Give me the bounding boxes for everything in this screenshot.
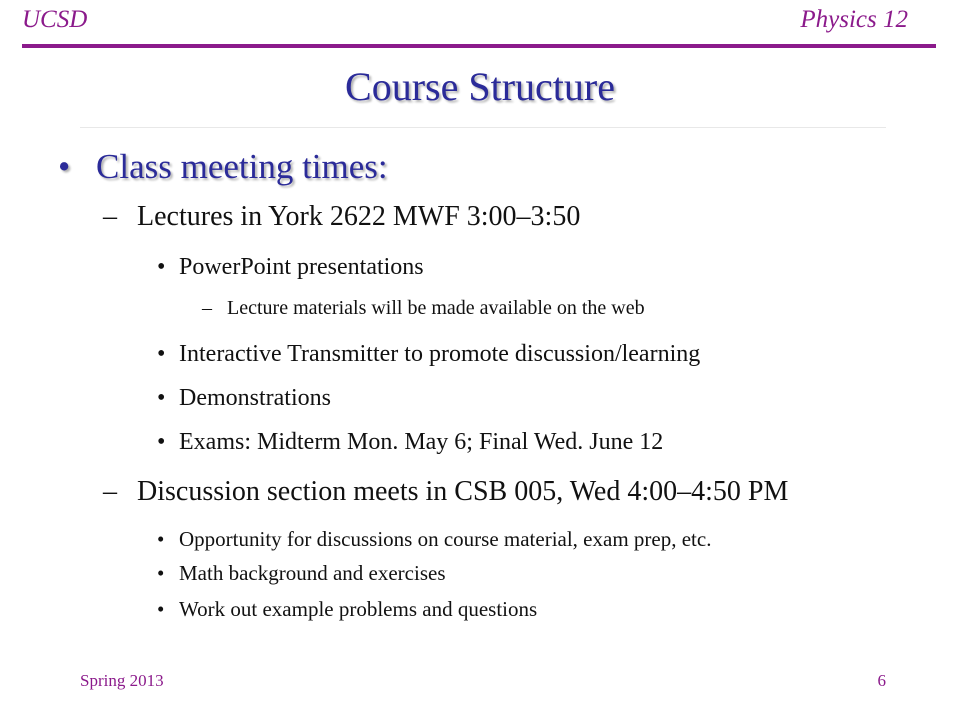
- bullet-marker: •: [58, 147, 71, 186]
- examples-text: Work out example problems and questions: [179, 597, 538, 621]
- lectures-item: [103, 201, 580, 233]
- main-bullet-text: Class meeting times:: [96, 147, 388, 186]
- demonstrations-item: [157, 385, 331, 412]
- bullet-marker: •: [157, 385, 166, 411]
- page-number: 6: [877, 671, 886, 690]
- dash-marker: –: [103, 201, 117, 232]
- dash-marker: –: [202, 297, 212, 319]
- transmitter-item: [157, 341, 700, 368]
- examples-item: [157, 597, 537, 622]
- powerpoint-item: [157, 254, 424, 281]
- bullet-marker: •: [157, 341, 166, 367]
- materials-item: [202, 297, 645, 320]
- materials-text: Lecture materials will be made available on the web: [227, 297, 645, 319]
- slide-title: Course Structure: [345, 64, 615, 109]
- math-item: [157, 561, 446, 586]
- discussion-text: Discussion section meets in CSB 005, Wed 4:00–4:50 PM: [137, 476, 789, 507]
- opportunity-text: Opportunity for discussions on course material, exam prep, etc.: [179, 527, 712, 551]
- bullet-marker: •: [157, 597, 165, 621]
- bullet-marker: •: [157, 527, 165, 551]
- header-institution: UCSD: [22, 6, 88, 33]
- main-bullet: [58, 147, 388, 187]
- lectures-text: Lectures in York 2622 MWF 3:00–3:50: [137, 201, 581, 232]
- bullet-marker: •: [157, 429, 166, 455]
- transmitter-text: Interactive Transmitter to promote discussion/learning: [179, 341, 701, 367]
- exams-text: Exams: Midterm Mon. May 6; Final Wed. June 12: [179, 429, 664, 455]
- bullet-marker: •: [157, 254, 166, 280]
- title-divider: [80, 127, 886, 128]
- discussion-item: [103, 476, 788, 508]
- demonstrations-text: Demonstrations: [179, 385, 331, 411]
- header-divider: [22, 44, 936, 48]
- math-text: Math background and exercises: [179, 561, 446, 585]
- bullet-marker: •: [157, 561, 165, 585]
- powerpoint-text: PowerPoint presentations: [179, 254, 424, 280]
- header-course: Physics 12: [800, 6, 908, 33]
- dash-marker: –: [103, 476, 117, 507]
- footer-term: Spring 2013: [80, 671, 164, 690]
- opportunity-item: [157, 527, 711, 552]
- exams-item: [157, 429, 663, 456]
